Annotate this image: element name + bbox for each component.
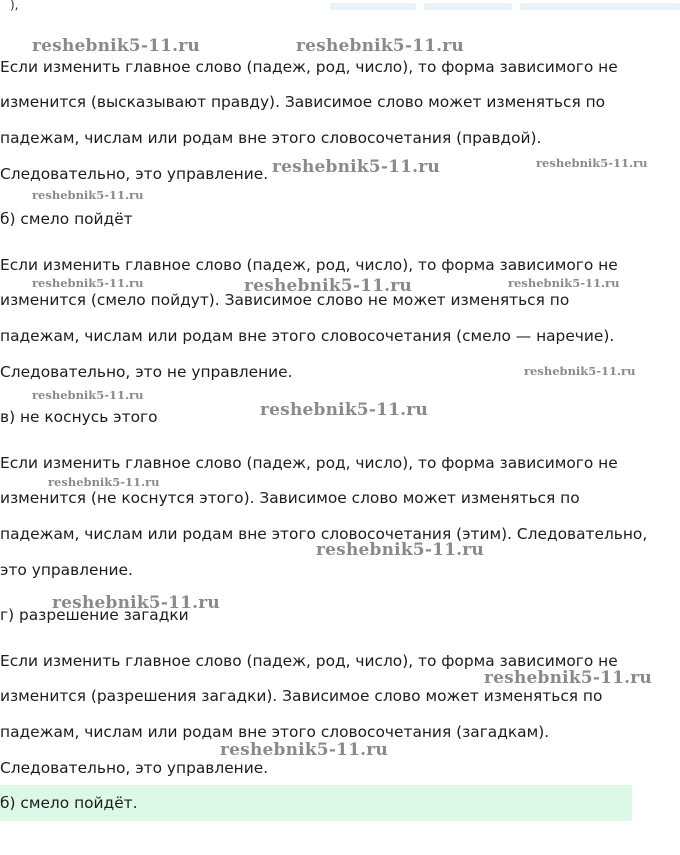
item-heading: г) разрешение загадки [0,606,189,624]
paragraph-line: изменится (высказывают правду). Зависимое слово может изменяться по [0,93,606,111]
paragraph-line: падежам, числам или родам вне этого словосочетания (загадкам). [0,723,550,741]
paragraph-line: Если изменить главное слово (падеж, род, число), то форма зависимого не [0,256,618,274]
paragraph-line: Следовательно, это не управление. [0,363,293,381]
watermark: reshebnik5-11.ru [316,540,484,560]
watermark: reshebnik5-11.ru [484,668,652,688]
paragraph-line: Если изменить главное слово (падеж, род, число), то форма зависимого не [0,58,618,76]
paragraph-line: падежам, числам или родам вне этого словосочетания (этим). Следовательно, [0,525,648,543]
paragraph-line: это управление. [0,561,133,579]
paragraph-line: изменится (не коснутся этого). Зависимое слово может изменяться по [0,489,580,507]
paragraph-line: Следовательно, это управление. [0,759,269,777]
answer-text: б) смело пойдёт. [0,794,138,812]
paragraph-line: падежам, числам или родам вне этого словосочетания (смело — наречие). [0,327,615,345]
watermark: reshebnik5-11.ru [32,36,200,56]
paragraph-line: изменится (разрешения загадки). Зависимое слово может изменяться по [0,687,603,705]
cut-off-text: ), [10,0,19,12]
watermark: reshebnik5-11.ru [220,740,388,760]
watermark: reshebnik5-11.ru [296,36,464,56]
watermark: reshebnik5-11.ru [52,593,220,613]
watermark: reshebnik5-11.ru [272,157,440,177]
paragraph-line: изменится (смело пойдут). Зависимое слово не может изменяться по [0,291,570,309]
watermark: reshebnik5-11.ru [536,156,648,170]
paragraph-line: Следовательно, это управление. [0,165,269,183]
item-heading: в) не коснусь этого [0,408,158,426]
watermark: reshebnik5-11.ru [260,400,428,420]
watermark: reshebnik5-11.ru [32,188,144,202]
watermark: reshebnik5-11.ru [48,475,160,489]
paragraph-line: падежам, числам или родам вне этого словосочетания (правдой). [0,129,542,147]
watermark: reshebnik5-11.ru [32,388,144,402]
paragraph-line: Если изменить главное слово (падеж, род, число), то форма зависимого не [0,652,618,670]
paragraph-line: Если изменить главное слово (падеж, род, число), то форма зависимого не [0,454,618,472]
watermark: reshebnik5-11.ru [244,276,412,296]
watermark: reshebnik5-11.ru [508,276,620,290]
watermark: reshebnik5-11.ru [524,364,636,378]
item-heading: б) смело пойдёт [0,210,133,228]
watermark: reshebnik5-11.ru [32,276,144,290]
